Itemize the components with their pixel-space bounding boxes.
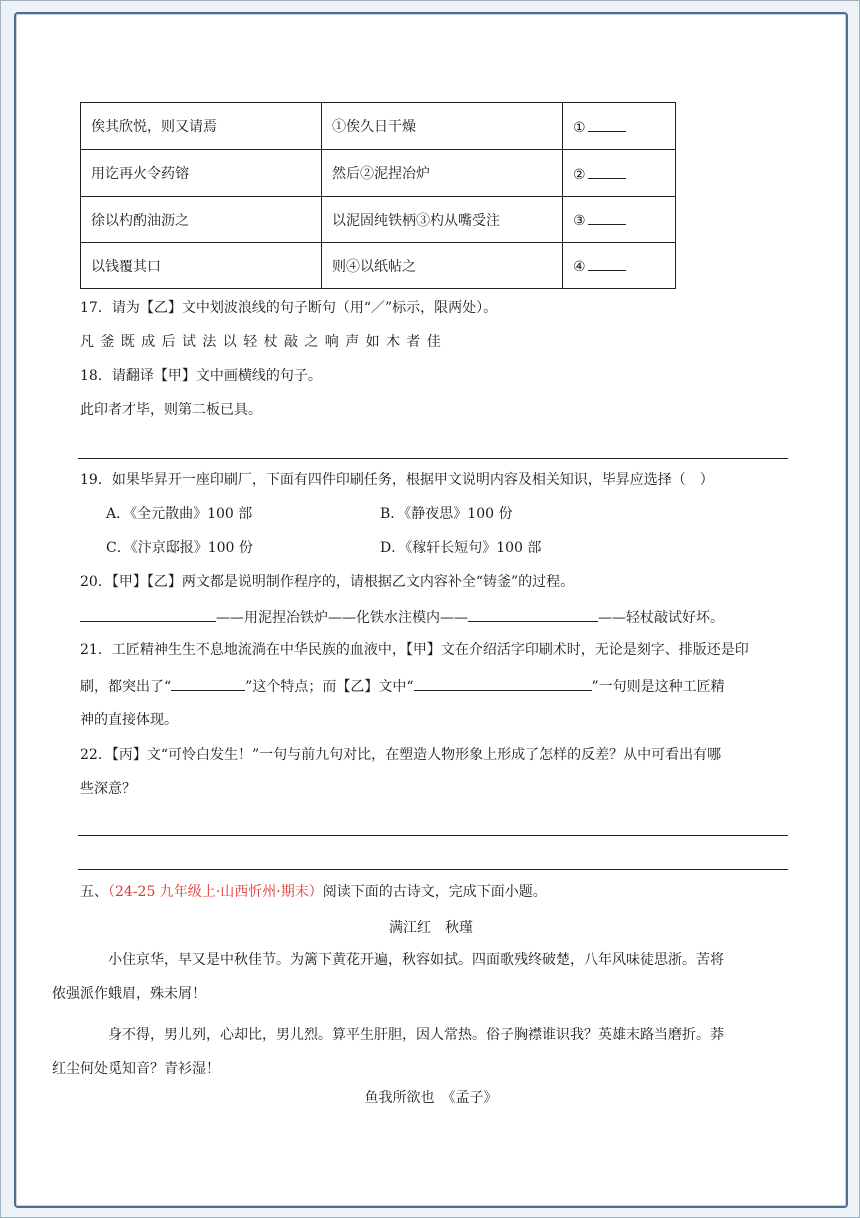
answer-line[interactable] bbox=[78, 835, 788, 836]
question-17-sentence: 凡釜既成后试法以轻杖敲之响声如木者佳 bbox=[80, 334, 448, 350]
option-d[interactable]: D．《稼轩长短句》100 部 bbox=[380, 540, 542, 556]
table-cell-answer bbox=[563, 103, 676, 150]
table-cell-text: 以钱覆其口 bbox=[81, 243, 322, 289]
question-19-prompt: 19．如果毕昇开一座印刷厂，下面有四件印刷任务，根据甲文说明内容及相关知识，毕昇应选择（ ） bbox=[80, 472, 714, 488]
table-row bbox=[81, 103, 676, 150]
answer-blank[interactable] bbox=[588, 117, 626, 132]
question-18-sentence: 此印者才毕，则第二板已具。 bbox=[80, 402, 262, 418]
question-17-prompt: 17．请为【乙】文中划波浪线的句子断句（用“／”标示，限两处）。 bbox=[80, 300, 498, 316]
text-span: ”这个特点；而【乙】文中“ bbox=[245, 679, 414, 695]
section-number: 五、 bbox=[80, 884, 108, 900]
answer-blank[interactable] bbox=[414, 675, 592, 691]
question-21-line bbox=[80, 675, 725, 697]
question-18-prompt: 18．请翻译【甲】文中画横线的句子。 bbox=[80, 368, 322, 384]
option-c[interactable]: C．《汴京邸报》100 份 bbox=[106, 540, 253, 556]
table-row bbox=[81, 150, 676, 197]
table-row bbox=[81, 197, 676, 243]
question-22-line: 些深意？ bbox=[80, 781, 136, 797]
answer-number: ① bbox=[573, 119, 586, 136]
answer-number: ② bbox=[573, 166, 586, 183]
option-b[interactable]: B．《静夜思》100 份 bbox=[380, 506, 513, 522]
answer-blank[interactable] bbox=[80, 606, 216, 622]
section-5-heading bbox=[80, 882, 547, 902]
text-span: 刷，都突出了“ bbox=[80, 679, 172, 695]
answer-number: ④ bbox=[573, 259, 586, 275]
poem-paragraph bbox=[52, 943, 788, 1011]
table-cell-answer bbox=[563, 243, 676, 289]
answer-blank[interactable] bbox=[588, 164, 626, 179]
table-cell-text: 俟其欣悦，则又请焉 bbox=[81, 103, 322, 150]
question-21-line: 神的直接体现。 bbox=[80, 712, 178, 728]
annotation-table bbox=[80, 102, 676, 289]
answer-blank[interactable] bbox=[171, 675, 245, 691]
answer-blank[interactable] bbox=[588, 210, 626, 225]
answer-number: ③ bbox=[573, 213, 586, 229]
section-instruction: 阅读下面的古诗文，完成下面小题。 bbox=[322, 884, 547, 900]
table-cell-answer bbox=[563, 150, 676, 197]
process-segment: ——用泥捏冶铁炉——化铁水注模内—— bbox=[216, 610, 468, 626]
poem-title: 满江红 秋瑾 bbox=[389, 920, 473, 936]
table-cell-answer bbox=[563, 197, 676, 243]
answer-blank[interactable] bbox=[468, 606, 598, 622]
table-cell-note: ①俟久日干燥 bbox=[322, 103, 563, 150]
next-text-title: 鱼我所欲也 《孟子》 bbox=[364, 1090, 498, 1106]
text-span: ”一句则是这种工匠精 bbox=[591, 679, 725, 695]
table-cell-text: 用讫再火令药镕 bbox=[81, 150, 322, 197]
poem-paragraph bbox=[52, 1018, 788, 1086]
question-20-process bbox=[80, 606, 724, 628]
answer-blank[interactable] bbox=[588, 256, 626, 271]
table-row bbox=[81, 243, 676, 289]
process-segment: ——轻杖敲试好坏。 bbox=[598, 610, 724, 626]
question-21-line: 21．工匠精神生生不息地流淌在中华民族的血液中，【甲】文在介绍活字印刷术时，无论是刻字、排版还是印 bbox=[80, 642, 749, 658]
table-cell-note: 则④以纸帖之 bbox=[322, 243, 563, 289]
section-source: （24-25 九年级上·山西忻州·期末） bbox=[108, 884, 323, 900]
poem-line: 红尘何处觅知音？青衫湿！ bbox=[52, 1061, 220, 1077]
answer-line[interactable] bbox=[78, 458, 788, 459]
option-a[interactable]: A．《全元散曲》100 部 bbox=[106, 506, 253, 522]
poem-line: 侬强派作蛾眉，殊未屑！ bbox=[52, 986, 206, 1002]
question-22-line: 22．【丙】文“可怜白发生！”一句与前九句对比，在塑造人物形象上形成了怎样的反差？从中可看出有哪 bbox=[80, 747, 722, 763]
table-cell-note: 然后②泥捏冶炉 bbox=[322, 150, 563, 197]
document-page bbox=[14, 12, 848, 1208]
table-cell-note: 以泥固纯铁柄③杓从嘴受注 bbox=[322, 197, 563, 243]
poem-line: 小住京华，早又是中秋佳节。为篱下黄花开遍，秋容如拭。四面歌残终破楚，八年风味徒思浙。苦将 bbox=[108, 952, 724, 968]
question-20-prompt: 20．【甲】【乙】两文都是说明制作程序的，请根据乙文内容补全“铸釜”的过程。 bbox=[80, 574, 575, 590]
answer-line[interactable] bbox=[78, 869, 788, 870]
poem-line: 身不得，男儿列，心却比，男儿烈。算平生肝胆，因人常热。俗子胸襟谁识我？英雄末路当磨折。莽 bbox=[108, 1027, 724, 1043]
table-cell-text: 徐以杓酌油沥之 bbox=[81, 197, 322, 243]
